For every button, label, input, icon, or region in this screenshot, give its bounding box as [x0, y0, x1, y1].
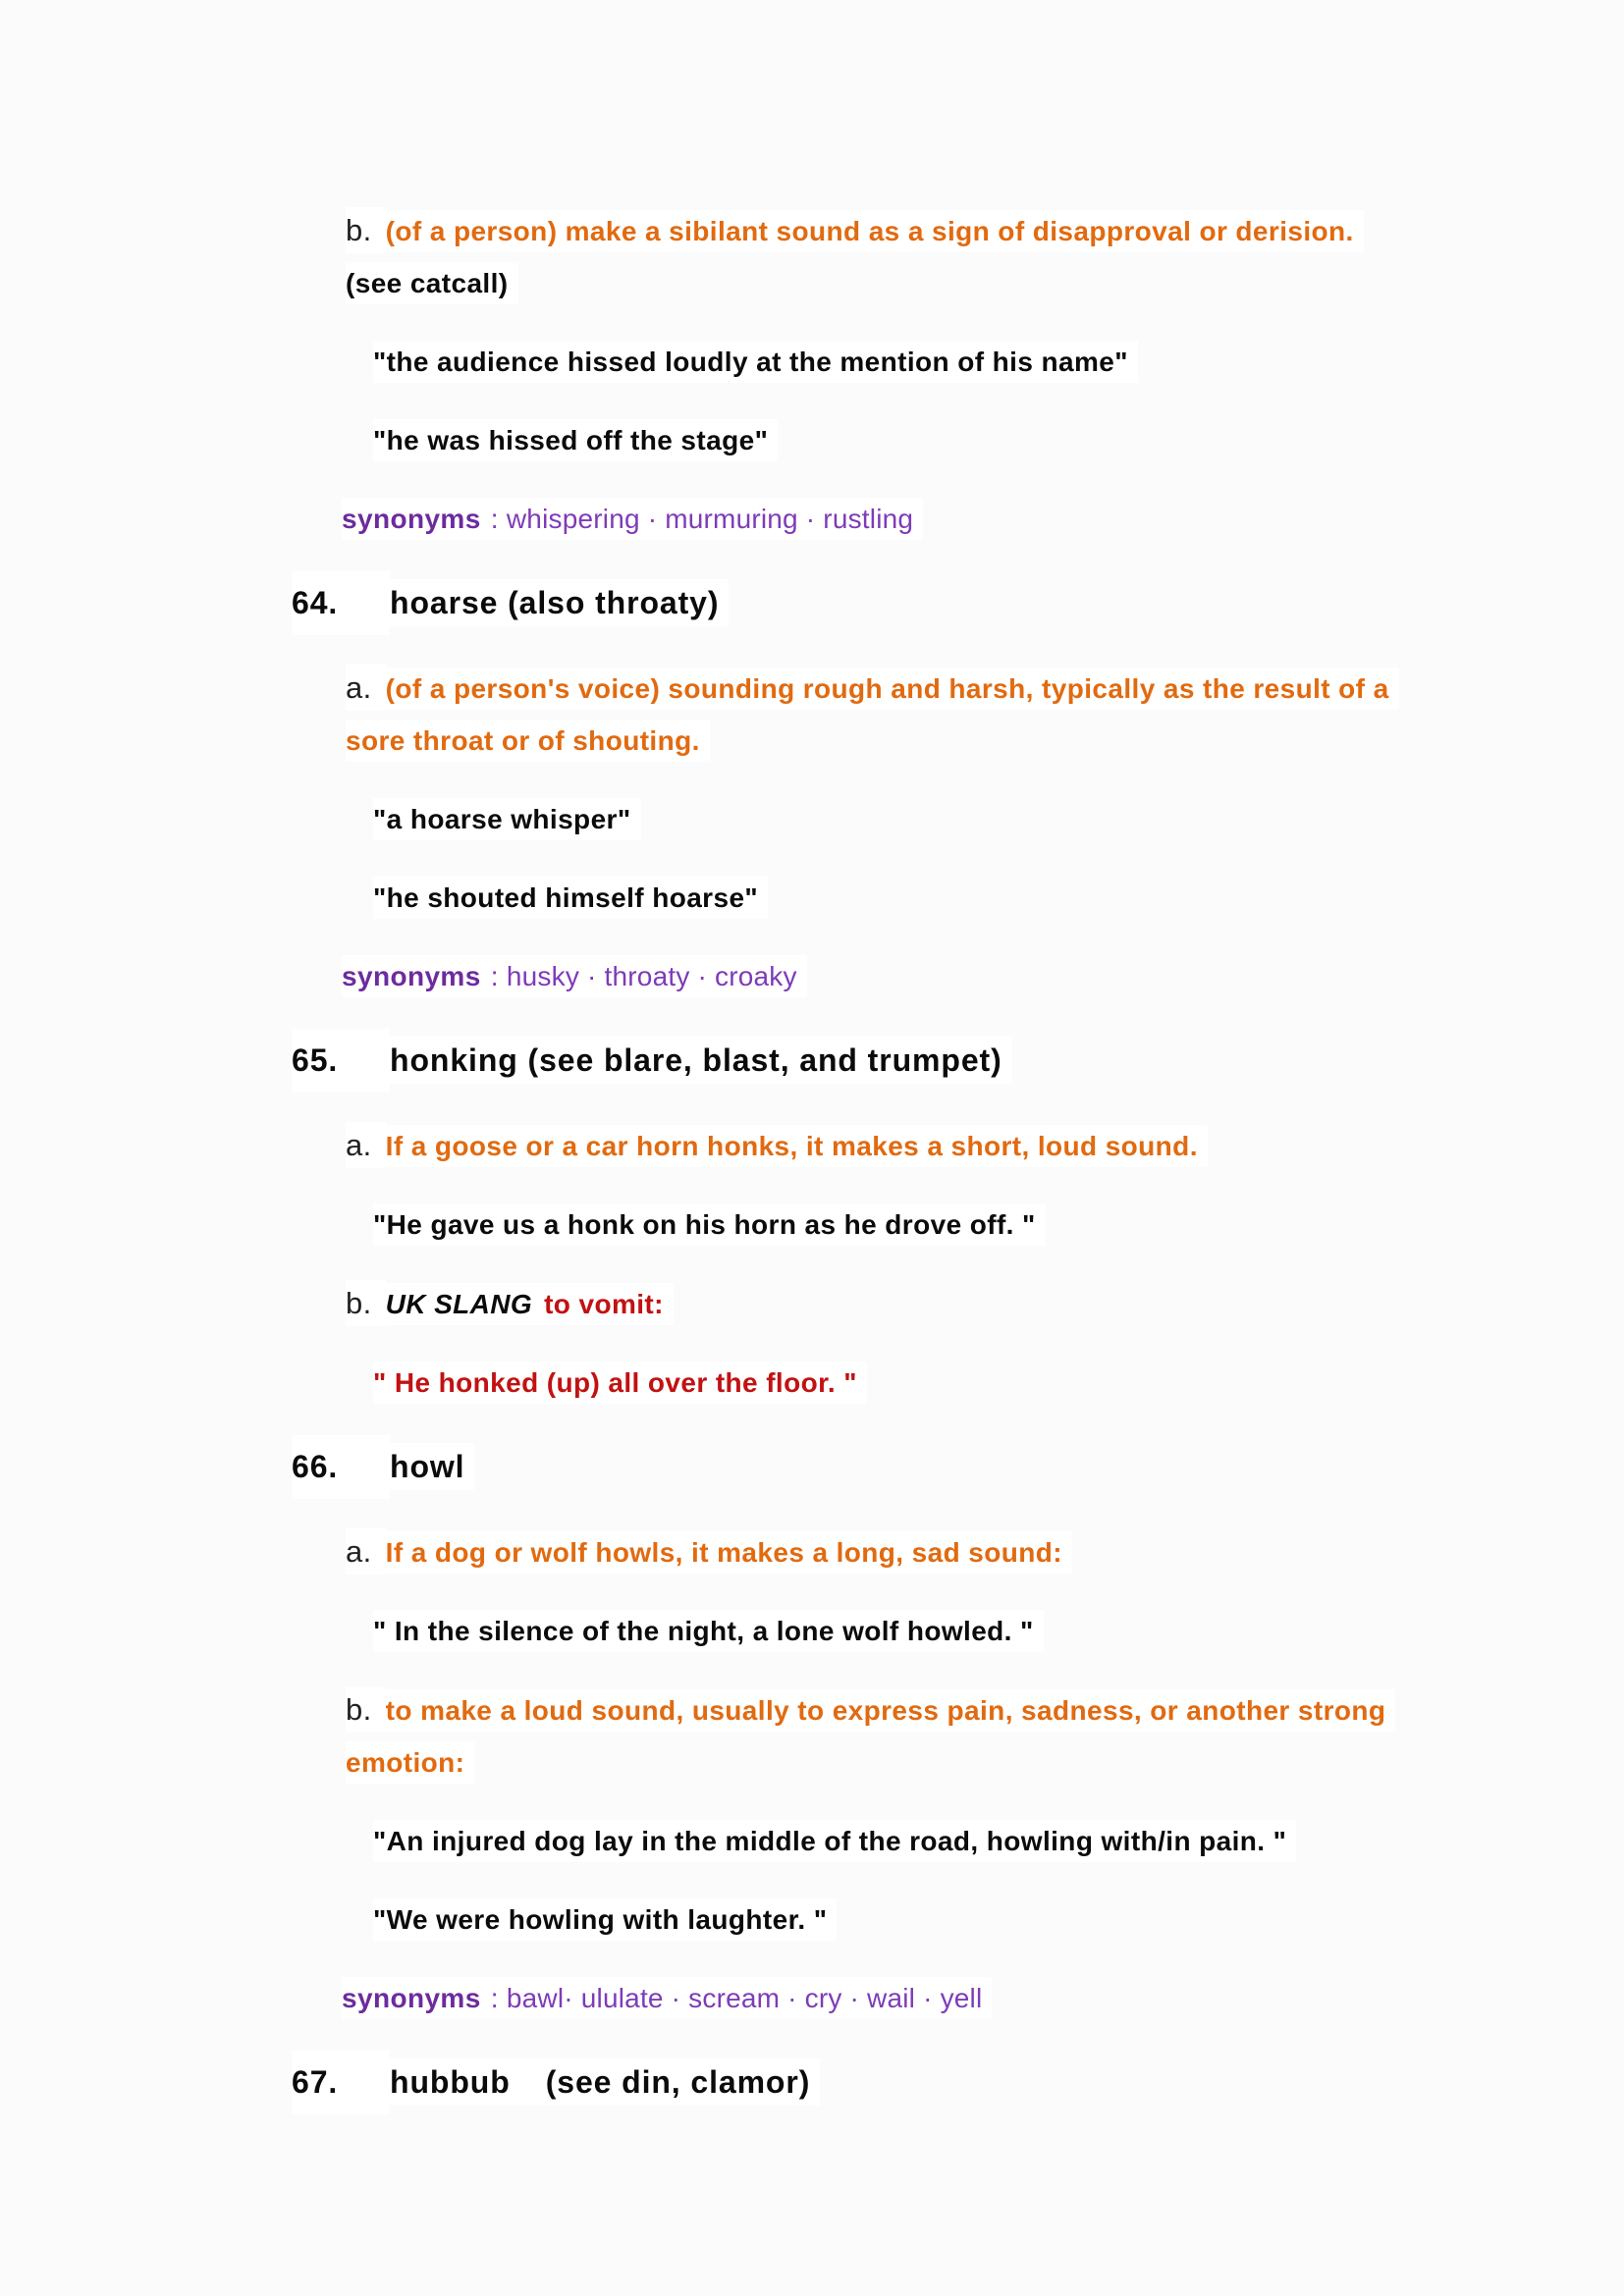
example-quote — [0, 793, 1624, 845]
synonyms-label: synonyms — [342, 1977, 491, 2019]
example-quote — [0, 336, 1624, 388]
example-quote-text: "He gave us a honk on his horn as he drove off. " — [373, 1203, 1046, 1246]
definition-text: (of a person's voice) sounding rough and harsh, typically as the result of a — [386, 667, 1399, 710]
definition-text: sore throat or of shouting. — [346, 720, 710, 762]
example-quote-text: "a hoarse whisper" — [373, 798, 641, 840]
synonyms-label: synonyms — [342, 498, 491, 540]
sense-marker: b. — [346, 1686, 386, 1733]
example-quote — [0, 1894, 1624, 1946]
entry-heading-66 — [0, 1435, 1624, 1499]
example-quote-text: "We were howling with laughter. " — [373, 1898, 837, 1941]
entry-title-note: (see din, clamor) — [546, 2058, 821, 2106]
cross-reference-note: (see catcall) — [346, 262, 518, 304]
entry-title: hubbub — [390, 2058, 546, 2106]
definition-text: to vomit: — [544, 1283, 674, 1325]
sense-marker: a. — [346, 665, 386, 711]
sense-paragraph-65b — [0, 1277, 1624, 1330]
sense-marker: a. — [346, 1122, 386, 1168]
example-quote-text: "he shouted himself hoarse" — [373, 877, 768, 919]
synonyms-colon: : — [491, 498, 507, 540]
synonyms-list: whispering · murmuring · rustling — [507, 498, 923, 540]
example-quote-text: " In the silence of the night, a lone wolf howled. " — [373, 1610, 1044, 1652]
example-quote — [0, 872, 1624, 924]
example-quote — [0, 1199, 1624, 1251]
entry-title: howl — [390, 1443, 474, 1490]
example-quote-text: " He honked (up) all over the floor. " — [373, 1362, 867, 1404]
example-quote-text: "he was hissed off the stage" — [373, 419, 778, 461]
definition-text: emotion: — [346, 1741, 474, 1784]
synonyms-colon: : — [491, 1977, 507, 2019]
example-quote — [0, 1357, 1624, 1409]
definition-text: If a dog or wolf howls, it makes a long, sad sound: — [386, 1531, 1072, 1574]
synonyms-list: bawl· ululate · scream · cry · wail · yell — [507, 1977, 993, 2019]
sense-paragraph-hiss-b — [0, 204, 1624, 309]
synonyms-line — [0, 493, 1624, 545]
definition-text: to make a loud sound, usually to express pain, sadness, or another strong — [386, 1689, 1396, 1732]
definition-text: If a goose or a car horn honks, it makes a short, loud sound. — [386, 1125, 1208, 1167]
synonyms-line — [0, 950, 1624, 1002]
entry-title: hoarse (also throaty) — [390, 579, 729, 626]
sense-marker: b. — [346, 1280, 386, 1326]
sense-marker: a. — [346, 1528, 386, 1575]
sense-paragraph-66a — [0, 1525, 1624, 1578]
definition-text: (of a person) make a sibilant sound as a sign of disapproval or derision. — [386, 210, 1364, 252]
sense-paragraph-64a — [0, 662, 1624, 767]
synonyms-colon: : — [491, 955, 507, 997]
register-label: UK SLANG — [386, 1283, 544, 1325]
example-quote — [0, 1815, 1624, 1867]
sense-paragraph-66b — [0, 1683, 1624, 1789]
example-quote-text: "the audience hissed loudly at the mention of his name" — [373, 341, 1138, 383]
example-quote — [0, 1605, 1624, 1657]
sense-marker: b. — [346, 207, 386, 253]
entry-heading-64 — [0, 571, 1624, 635]
example-quote — [0, 414, 1624, 466]
entry-number: 66. — [292, 1435, 390, 1499]
entry-title: honking (see blare, blast, and trumpet) — [390, 1037, 1012, 1084]
example-quote-text: "An injured dog lay in the middle of the road, howling with/in pain. " — [373, 1820, 1296, 1862]
entry-heading-67 — [0, 2051, 1624, 2114]
synonyms-label: synonyms — [342, 955, 491, 997]
entry-number: 64. — [292, 571, 390, 635]
entry-heading-65 — [0, 1029, 1624, 1093]
synonyms-line — [0, 1972, 1624, 2024]
sense-paragraph-65a — [0, 1119, 1624, 1172]
entry-number: 65. — [292, 1029, 390, 1093]
synonyms-list: husky · throaty · croaky — [507, 955, 807, 997]
entry-number: 67. — [292, 2051, 390, 2114]
